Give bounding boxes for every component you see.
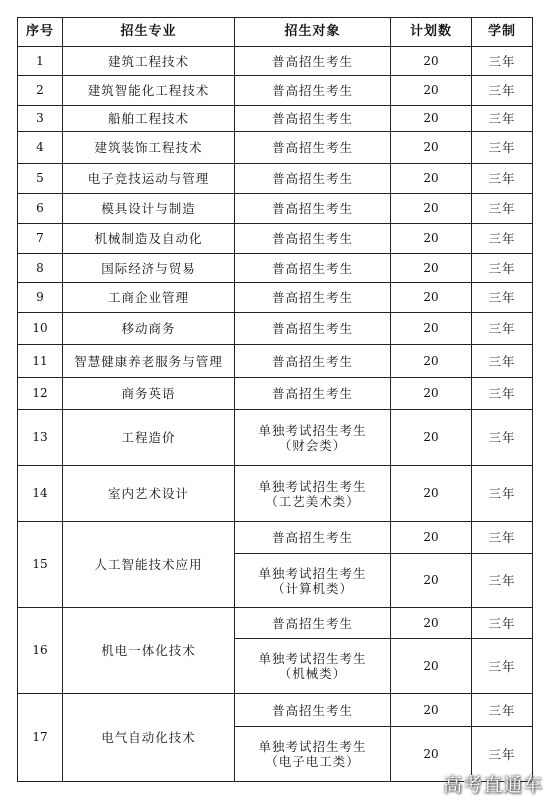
cell-duration: 三年 (472, 554, 533, 608)
cell-target (235, 639, 391, 694)
cell-duration: 三年 (472, 410, 533, 466)
cell-target: 普高招生考生 (235, 224, 391, 254)
cell-major: 电气自动化技术 (63, 694, 235, 782)
cell-major: 室内艺术设计 (63, 466, 235, 522)
target-line1: 单独考试招生考生 (258, 565, 367, 581)
cell-plan: 20 (391, 194, 472, 224)
table-row (18, 410, 533, 466)
cell-plan: 20 (391, 410, 472, 466)
watermark: 高考直通车 (442, 774, 543, 796)
cell-major: 国际经济与贸易 (63, 254, 235, 283)
cell-duration: 三年 (472, 466, 533, 522)
target-line1: 单独考试招生考生 (258, 422, 367, 438)
cell-target: 普高招生考生 (235, 378, 391, 410)
cell-duration: 三年 (472, 283, 533, 313)
cell-seq: 15 (18, 522, 63, 608)
table-row (18, 47, 533, 76)
cell-seq: 14 (18, 466, 63, 522)
cell-plan: 20 (391, 132, 472, 164)
cell-seq: 6 (18, 194, 63, 224)
cell-plan: 20 (391, 76, 472, 106)
cell-duration: 三年 (472, 132, 533, 164)
table-row (18, 345, 533, 378)
cell-plan: 20 (391, 283, 472, 313)
cell-duration: 三年 (472, 254, 533, 283)
enrollment-table (17, 17, 533, 782)
cell-duration: 三年 (472, 224, 533, 254)
cell-seq: 3 (18, 106, 63, 132)
cell-seq: 1 (18, 47, 63, 76)
cell-seq: 16 (18, 608, 63, 694)
cell-plan: 20 (391, 254, 472, 283)
cell-major: 机械制造及自动化 (63, 224, 235, 254)
cell-seq: 7 (18, 224, 63, 254)
cell-seq: 11 (18, 345, 63, 378)
cell-target: 普高招生考生 (235, 164, 391, 194)
cell-duration: 三年 (472, 106, 533, 132)
cell-plan: 20 (391, 554, 472, 608)
cell-target: 普高招生考生 (235, 76, 391, 106)
cell-major: 商务英语 (63, 378, 235, 410)
cell-plan: 20 (391, 106, 472, 132)
header-duration: 学制 (472, 18, 533, 47)
cell-duration: 三年 (472, 522, 533, 554)
cell-major: 移动商务 (63, 313, 235, 345)
cell-seq: 10 (18, 313, 63, 345)
cell-major: 建筑工程技术 (63, 47, 235, 76)
cell-major: 电子竞技运动与管理 (63, 164, 235, 194)
cell-seq: 13 (18, 410, 63, 466)
cell-target (235, 554, 391, 608)
target-line2: （工艺美术类） (265, 493, 360, 509)
table-row (18, 378, 533, 410)
cell-duration: 三年 (472, 727, 533, 782)
cell-plan: 20 (391, 639, 472, 694)
table-row (18, 522, 533, 554)
table-row (18, 132, 533, 164)
cell-duration: 三年 (472, 608, 533, 639)
target-line2: （电子电工类） (265, 754, 360, 769)
cell-major: 人工智能技术应用 (63, 522, 235, 608)
cell-target (235, 727, 391, 782)
cell-duration: 三年 (472, 313, 533, 345)
cell-target: 普高招生考生 (235, 106, 391, 132)
cell-plan: 20 (391, 727, 472, 782)
cell-target: 普高招生考生 (235, 47, 391, 76)
header-plan: 计划数 (391, 18, 472, 47)
cell-target: 普高招生考生 (235, 283, 391, 313)
cell-duration: 三年 (472, 345, 533, 378)
table-row (18, 608, 533, 639)
table-row (18, 224, 533, 254)
cell-plan: 20 (391, 466, 472, 522)
cell-seq: 8 (18, 254, 63, 283)
cell-target: 普高招生考生 (235, 694, 391, 727)
cell-major: 建筑智能化工程技术 (63, 76, 235, 106)
table-row (18, 194, 533, 224)
table-row (18, 164, 533, 194)
target-line1: 单独考试招生考生 (258, 651, 367, 666)
cell-plan: 20 (391, 522, 472, 554)
cell-duration: 三年 (472, 639, 533, 694)
cell-seq: 17 (18, 694, 63, 782)
target-line1: 单独考试招生考生 (258, 478, 367, 494)
table-row (18, 694, 533, 727)
cell-seq: 4 (18, 132, 63, 164)
cell-seq: 5 (18, 164, 63, 194)
target-line1: 单独考试招生考生 (258, 739, 367, 754)
target-line2: （计算机类） (271, 580, 353, 596)
cell-major: 模具设计与制造 (63, 194, 235, 224)
header-seq: 序号 (18, 18, 63, 47)
target-line2: （财会类） (278, 437, 347, 453)
cell-target: 普高招生考生 (235, 194, 391, 224)
cell-duration: 三年 (472, 76, 533, 106)
cell-plan: 20 (391, 608, 472, 639)
cell-target: 普高招生考生 (235, 313, 391, 345)
header-target: 招生对象 (235, 18, 391, 47)
header-row (18, 18, 533, 47)
cell-target: 普高招生考生 (235, 254, 391, 283)
cell-target (235, 466, 391, 522)
table-row (18, 254, 533, 283)
cell-plan: 20 (391, 164, 472, 194)
cell-duration: 三年 (472, 378, 533, 410)
table-row (18, 106, 533, 132)
cell-major: 工商企业管理 (63, 283, 235, 313)
cell-plan: 20 (391, 47, 472, 76)
cell-seq: 2 (18, 76, 63, 106)
cell-plan: 20 (391, 694, 472, 727)
cell-target: 普高招生考生 (235, 522, 391, 554)
cell-major: 工程造价 (63, 410, 235, 466)
table-row (18, 283, 533, 313)
cell-target: 普高招生考生 (235, 608, 391, 639)
cell-duration: 三年 (472, 47, 533, 76)
cell-major: 建筑装饰工程技术 (63, 132, 235, 164)
cell-major: 船舶工程技术 (63, 106, 235, 132)
cell-plan: 20 (391, 378, 472, 410)
cell-target (235, 410, 391, 466)
cell-major: 智慧健康养老服务与管理 (63, 345, 235, 378)
cell-duration: 三年 (472, 694, 533, 727)
table-row (18, 76, 533, 106)
cell-plan: 20 (391, 224, 472, 254)
table-row (18, 466, 533, 522)
cell-duration: 三年 (472, 164, 533, 194)
cell-duration: 三年 (472, 194, 533, 224)
header-major: 招生专业 (63, 18, 235, 47)
table-row (18, 313, 533, 345)
cell-target: 普高招生考生 (235, 345, 391, 378)
cell-plan: 20 (391, 345, 472, 378)
target-line2: （机械类） (278, 666, 347, 681)
cell-target: 普高招生考生 (235, 132, 391, 164)
cell-plan: 20 (391, 313, 472, 345)
cell-seq: 9 (18, 283, 63, 313)
cell-seq: 12 (18, 378, 63, 410)
cell-major: 机电一体化技术 (63, 608, 235, 694)
